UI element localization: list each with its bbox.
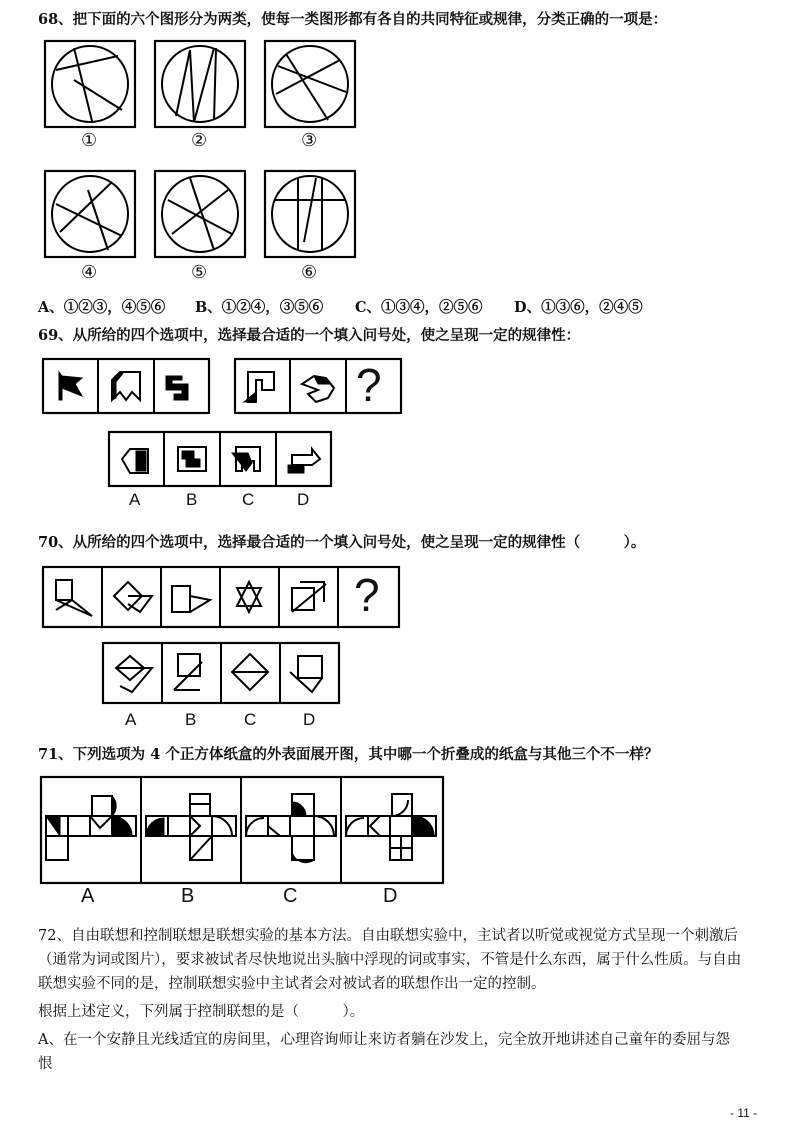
q71-option-b-label[interactable]: B: [181, 885, 195, 907]
q68-figure-6: [264, 170, 356, 258]
q68-label-3: ③: [301, 130, 318, 151]
q70-option-c-label[interactable]: C: [244, 710, 257, 729]
q68-label-1: ①: [81, 130, 98, 151]
page-number: - 11 -: [730, 1106, 758, 1120]
q70-option-a-label[interactable]: A: [125, 710, 137, 729]
q68-label-4: ④: [81, 262, 98, 283]
q68-option-b[interactable]: B、①②④，③⑤⑥: [195, 299, 324, 316]
q68-figure-2: [154, 40, 246, 128]
q69-title: 69、从所给的四个选项中，选择最合适的一个填入问号处，使之呈现一定的规律性：: [38, 327, 581, 344]
q68-figure-1: [44, 40, 136, 128]
q68-label-5: ⑤: [191, 262, 208, 283]
q70-option-b-label[interactable]: B: [185, 710, 197, 729]
q72-question: 根据上述定义，下列属于控制联想的是（ ）。: [38, 1004, 365, 1020]
q68-figure-5: [154, 170, 246, 258]
q70-question-mark: ?: [354, 569, 380, 621]
q72-line-2: （通常为词或图片），要求被试者尽快地说出头脑中浮现的词或事实，不管是什么东西，属于什么性质。与自由: [38, 952, 742, 968]
q68-option-d[interactable]: D、①③⑥，②④⑤: [514, 299, 643, 316]
q69-option-a-label[interactable]: A: [129, 490, 141, 509]
q70-sequence: [42, 566, 400, 628]
q72-option-a-line-1[interactable]: A、在一个安静且光线适宜的房间里，心理咨询师让来访者躺在沙发上，完全放开地讲述自己童年的委屈与怨: [38, 1032, 730, 1048]
q70-option-d-label[interactable]: D: [303, 710, 316, 729]
q71-option-c-label[interactable]: C: [283, 885, 298, 907]
q71-nets[interactable]: [40, 776, 444, 884]
q69-option-d-label[interactable]: D: [297, 490, 310, 509]
q70-options[interactable]: [102, 642, 340, 704]
q69-question-mark: ?: [356, 359, 382, 411]
q68-label-2: ②: [191, 130, 208, 151]
q68-figure-4: [44, 170, 136, 258]
q69-option-c-label[interactable]: C: [242, 490, 255, 509]
q68-label-6: ⑥: [301, 262, 318, 283]
q69-sequence-left: [42, 358, 210, 414]
q69-option-b-label[interactable]: B: [186, 490, 198, 509]
q72-line-3: 联想实验不同的是，控制联想实验中主试者会对被试者的联想作出一定的控制。: [38, 976, 546, 992]
q70-title: 70、从所给的四个选项中，选择最合适的一个填入问号处，使之呈现一定的规律性（ ）。: [38, 534, 646, 551]
q68-figure-3: [264, 40, 356, 128]
q69-options[interactable]: [108, 431, 332, 487]
q71-option-a-label[interactable]: A: [81, 885, 95, 907]
q68-option-c[interactable]: C、①③④，②⑤⑥: [355, 299, 483, 316]
q72-line-1: 72、自由联想和控制联想是联想实验的基本方法。自由联想实验中，主试者以听觉或视觉方式呈现一个刺激后: [38, 928, 738, 944]
q71-title: 71、下列选项为 4 个正方体纸盒的外表面展开图，其中哪一个折叠成的纸盒与其他三个不一样？: [38, 746, 659, 763]
q71-option-d-label[interactable]: D: [383, 885, 398, 907]
q72-option-a-line-2[interactable]: 恨: [38, 1056, 53, 1072]
q68-option-a[interactable]: A、①②③，④⑤⑥: [38, 299, 166, 316]
q68-title: 68、把下面的六个图形分为两类，使每一类图形都有各自的共同特征或规律，分类正确的一项是：: [38, 11, 668, 28]
